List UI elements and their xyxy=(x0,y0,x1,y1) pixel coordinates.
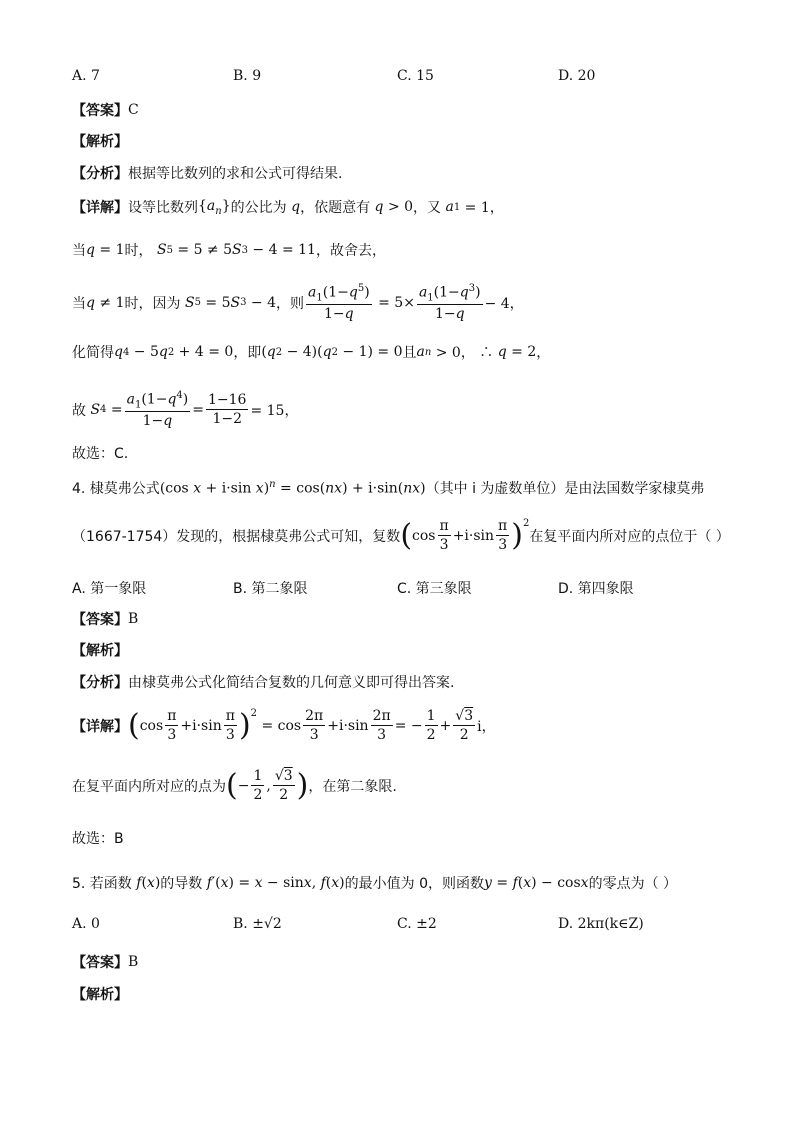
q5-jiexi: 【解析】 xyxy=(72,987,128,1003)
q3-detail-line4: 化简得 q 4 − 5 q 2 + 4 = 0 ，即 ( q 2 − 4)( q 2 − 1) = 0 且 a n > 0， ∴ q = 2 ， xyxy=(72,344,551,361)
q4-stem-line1: 4. 棣莫弗公式 (cos x + i·sin x)$^n$ = cos(nx) + i·sin(nx) （其中 i 为虚数单位）是由法国数学家棣莫弗 xyxy=(72,479,705,497)
q5-option-c: C. ±2 xyxy=(397,916,437,932)
q3-option-d: D. 20 xyxy=(558,68,596,84)
q3-detail-line1: 【详解】 设等比数列 $\{a_n\}$ 的公比为 q ，依题意有 q > 0 ，又 a 1 = 1， xyxy=(72,197,504,217)
q3-detail-line5: 故 S 4 = $\frac{a_1(1-q^4)}{1-q}$ = $\frac{1-16}{1-2}$ = 15， xyxy=(72,390,299,430)
q3-fenxi: 【分析】 根据等比数列的求和公式可得结果. xyxy=(72,166,343,182)
q4-detail-line1: 【详解】 ( cos $\frac{\pi}{3}$ +i·sin $\frac{\pi}{3}$ ) $^2$ = cos $\frac{2\pi}{3}$ +i·sin $\frac{2\pi}{3}$ = − $\frac{1}{2}$ + $\frac{√3}{2}$ i， xyxy=(72,707,496,743)
q4-detail-line2: 在复平面内所对应的点为 ( − $\frac{1}{2}$ , $\frac{√3}{2}$ ) ，在第二象限. xyxy=(72,767,397,803)
q5-option-d: D. 2kπ(k∈Z) xyxy=(558,916,644,932)
q3-option-c: C. 15 xyxy=(397,68,434,84)
q3-option-a: A. 7 xyxy=(72,68,100,84)
q4-jiexi: 【解析】 xyxy=(72,643,128,659)
q3-answer: 【答案】 C xyxy=(72,102,139,119)
q3-detail-line3: 当 q ≠ 1 时，因为 S 5 = 5 S 3 − 4 ，则 $\frac{a_1(1-q^5)}{1-q}$ = 5× $\frac{a_1(1-q^3)}{1-q}$ − 4， xyxy=(72,283,524,323)
q4-answer: 【答案】 B xyxy=(72,611,139,628)
q4-option-b: B. 第二象限 xyxy=(233,581,308,597)
q3-option-b: B. 9 xyxy=(233,68,262,84)
q5-stem: 5. 若函数 f(x) 的导数 f′(x) = x − sinx, f(x) 的最小值为 0，则函数 y = f(x) − cosx 的零点为（ ） xyxy=(72,875,678,892)
q3-guxuan: 故选：C. xyxy=(72,446,129,462)
q4-option-c: C. 第三象限 xyxy=(397,581,472,597)
q5-option-a: A. 0 xyxy=(72,916,100,932)
q4-option-a: A. 第一象限 xyxy=(72,581,147,597)
q4-stem-line2: （1667-1754）发现的，根据棣莫弗公式可知，复数 ( cos $\frac{\pi}{3}$ +i·sin $\frac{\pi}{3}$ ) $^2$ 在复平面内所对应的点位于（ ） xyxy=(72,517,730,553)
q4-guxuan: 故选：B xyxy=(72,831,124,847)
q5-option-b: B. ±√2 xyxy=(233,916,282,932)
q3-jiexi: 【解析】 xyxy=(72,134,128,150)
q3-detail-line2: 当 q = 1 时， S 5 = 5 ≠ 5 S 3 − 4 = 11 ，故舍去， xyxy=(72,242,386,259)
q4-option-d: D. 第四象限 xyxy=(558,581,634,597)
q5-answer: 【答案】 B xyxy=(72,954,139,971)
q4-fenxi: 【分析】 由棣莫弗公式化简结合复数的几何意义即可得出答案. xyxy=(72,675,455,691)
